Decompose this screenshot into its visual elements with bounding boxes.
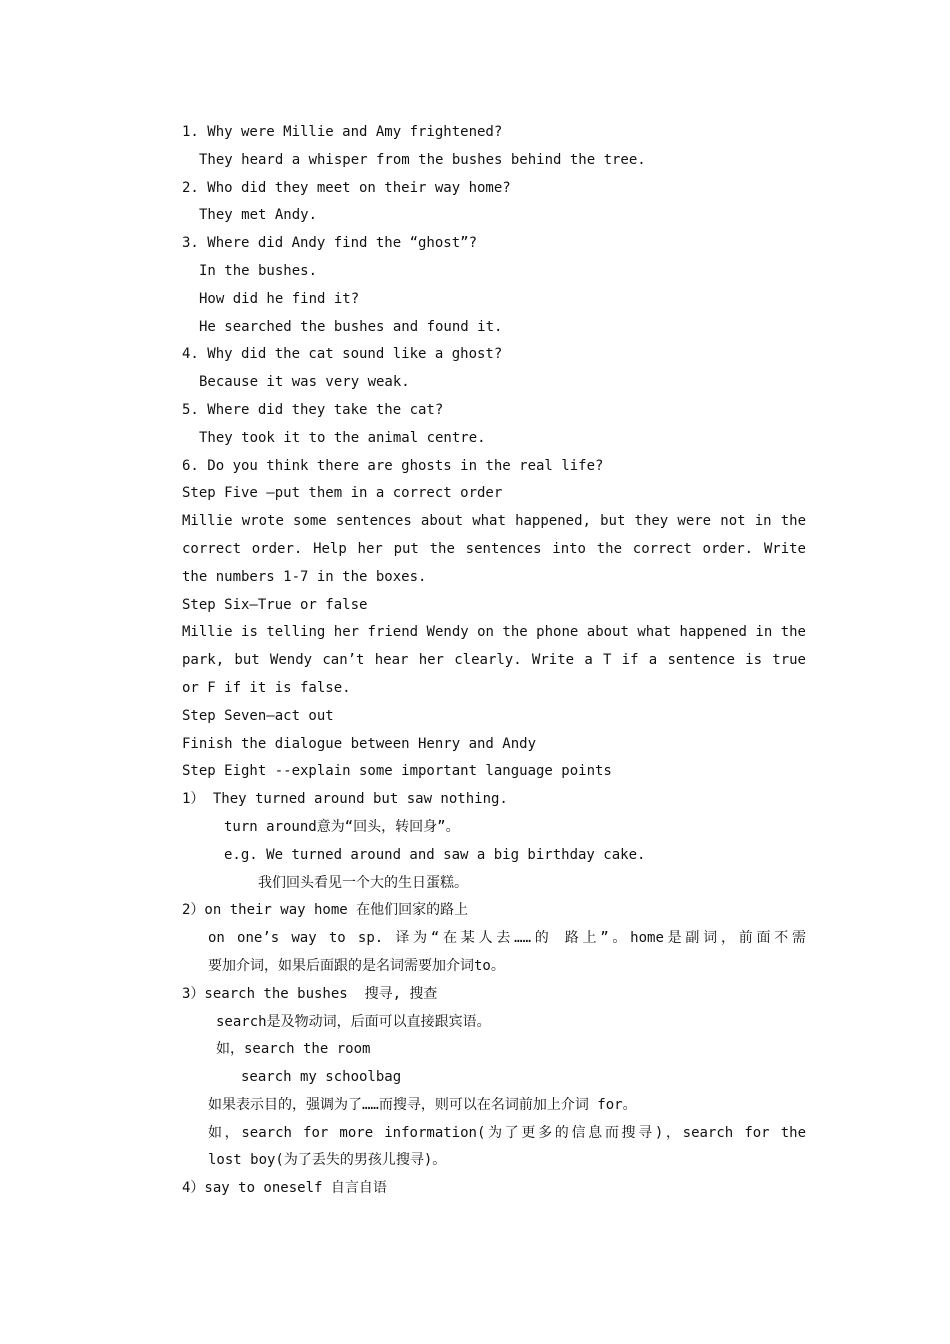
step-seven-heading: Step Seven—act out xyxy=(182,707,334,724)
point-3-title: 3）search the bushes 搜寻, 搜查 xyxy=(182,985,438,1002)
point-2-explanation-2: 要加介词，如果后面跟的是名词需要加介词to。 xyxy=(208,957,505,974)
step-eight-heading: Step Eight --explain some important language points xyxy=(182,763,612,780)
step-six-line-1: Millie is telling her friend Wendy on the phone about what happened in the xyxy=(182,624,806,641)
question-3-followup: How did he find it? xyxy=(199,290,360,307)
point-2-title: 2）on their way home 在他们回家的路上 xyxy=(182,902,469,919)
step-seven-line-1: Finish the dialogue between Henry and Andy xyxy=(182,735,537,752)
step-six-heading: Step Six—True or false xyxy=(182,596,368,613)
point-1-explanation: turn around意为“回头，转回身”。 xyxy=(224,818,460,835)
point-3-purpose-example-1: 如，search for more information(为了更多的信息而搜寻)，search for the xyxy=(208,1124,806,1141)
point-3-example-1: 如，search the room xyxy=(216,1041,371,1058)
point-3-purpose: 如果表示目的，强调为了……而搜寻，则可以在名词前加上介词 for。 xyxy=(208,1096,637,1113)
point-2-explanation-1: on one’s way to sp. 译为“在某人去……的 路上”。home是副词，前面不需 xyxy=(208,930,806,947)
question-4: 4. Why did the cat sound like a ghost? xyxy=(182,346,503,363)
answer-4: Because it was very weak. xyxy=(199,374,410,391)
question-1: 1. Why were Millie and Amy frightened? xyxy=(182,124,503,140)
answer-1: They heard a whisper from the bushes behind the tree. xyxy=(199,151,646,168)
step-five-line-2: correct order. Help her put the sentences into the correct order. Write xyxy=(182,540,806,557)
answer-5: They took it to the animal centre. xyxy=(199,429,486,446)
question-5: 5. Where did they take the cat? xyxy=(182,401,444,418)
answer-3-followup: He searched the bushes and found it. xyxy=(199,318,503,335)
question-6: 6. Do you think there are ghosts in the real life? xyxy=(182,457,604,474)
answer-2: They met Andy. xyxy=(199,207,318,224)
answer-3: In the bushes. xyxy=(199,262,318,279)
step-five-heading: Step Five –put them in a correct order xyxy=(182,485,503,502)
question-2: 2. Who did they meet on their way home? xyxy=(182,179,511,196)
point-1-example: e.g. We turned around and saw a big birthday cake. xyxy=(224,846,646,863)
point-1-example-translation: 我们回头看见一个大的生日蛋糕。 xyxy=(258,874,468,891)
step-six-line-2: park, but Wendy can’t hear her clearly. Write a T if a sentence is true xyxy=(182,652,806,669)
step-six-line-3: or F if it is false. xyxy=(182,679,351,696)
step-five-line-1: Millie wrote some sentences about what happened, but they were not in the xyxy=(182,513,806,530)
point-3-example-2: search my schoolbag xyxy=(241,1069,402,1086)
point-1-title: 1） They turned around but saw nothing. xyxy=(182,791,508,808)
point-3-purpose-example-2: lost boy(为了丢失的男孩儿搜寻)。 xyxy=(208,1152,447,1169)
point-3-explanation: search是及物动词，后面可以直接跟宾语。 xyxy=(216,1013,491,1030)
question-3: 3. Where did Andy find the “ghost”? xyxy=(182,235,478,252)
step-five-line-3: the numbers 1-7 in the boxes. xyxy=(182,568,427,585)
document-body xyxy=(182,119,806,1203)
point-4-title: 4）say to oneself 自言自语 xyxy=(182,1180,387,1197)
